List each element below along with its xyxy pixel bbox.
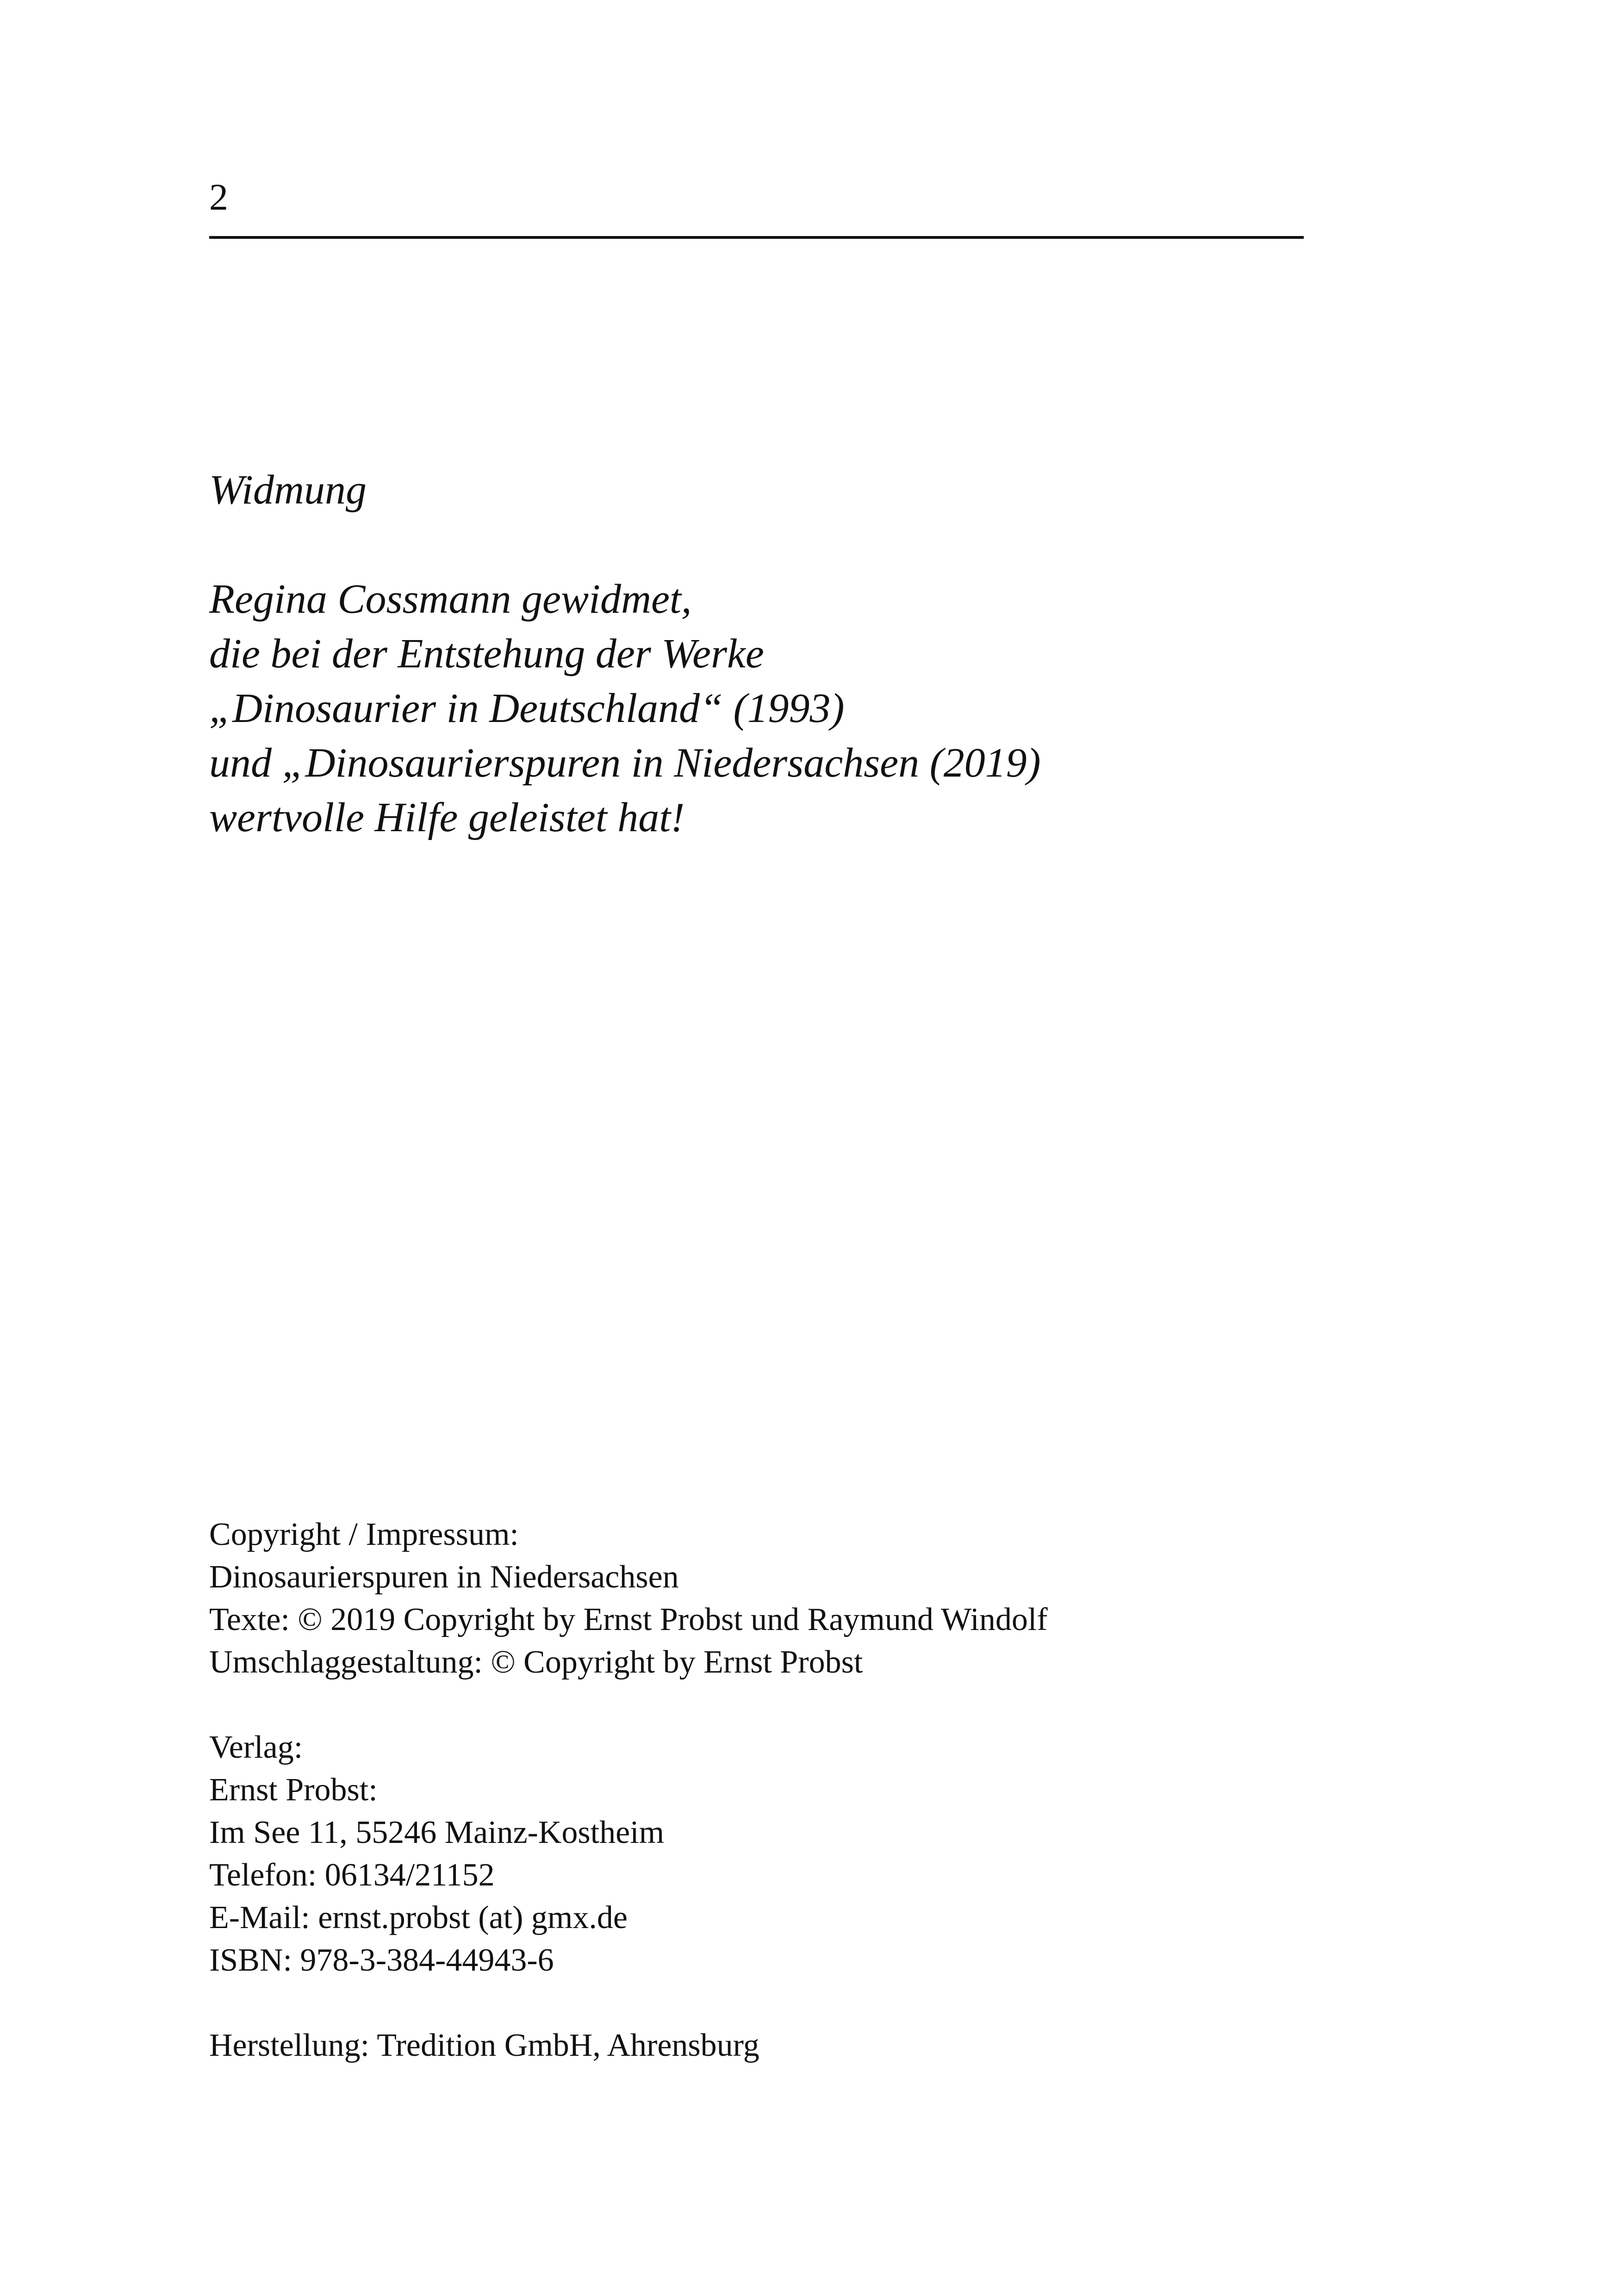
publisher-block bbox=[209, 1726, 1320, 1982]
page-number: 2 bbox=[209, 176, 228, 218]
publisher-phone: Telefon: 06134/21152 bbox=[209, 1857, 495, 1893]
header-rule bbox=[209, 236, 1304, 239]
publisher-heading: Verlag: bbox=[209, 1730, 303, 1765]
copyright-heading: Copyright / Impressum: bbox=[209, 1517, 519, 1552]
cover-copyright: Umschlaggestaltung: © Copyright by Ernst Probst bbox=[209, 1644, 863, 1680]
publisher-address: Im See 11, 55246 Mainz-Kostheim bbox=[209, 1815, 665, 1850]
dedication-line: Regina Cossmann gewidmet, bbox=[209, 576, 692, 622]
dedication-line: „Dinosaurier in Deutschland“ (1993) bbox=[209, 685, 845, 731]
production-credit: Herstellung: Tredition GmbH, Ahrensburg bbox=[209, 2028, 759, 2063]
copyright-block bbox=[209, 1513, 1320, 1684]
production-block bbox=[209, 2024, 1320, 2067]
publisher-email: E-Mail: ernst.probst (at) gmx.de bbox=[209, 1900, 628, 1935]
dedication-line: und „Dinosaurierspuren in Niedersachsen (2019) bbox=[209, 740, 1041, 786]
dedication-line: wertvolle Hilfe geleistet hat! bbox=[209, 795, 685, 840]
dedication-heading: Widmung bbox=[209, 467, 367, 513]
isbn: ISBN: 978-3-384-44943-6 bbox=[209, 1942, 554, 1978]
imprint-section bbox=[209, 1513, 1320, 2109]
dedication-line: die bei der Entstehung der Werke bbox=[209, 631, 764, 677]
publisher-name: Ernst Probst: bbox=[209, 1772, 378, 1808]
dedication-section bbox=[209, 463, 1320, 845]
book-title: Dinosaurierspuren in Niedersachsen bbox=[209, 1559, 679, 1595]
text-copyright: Texte: © 2019 Copyright by Ernst Probst und Raymund Windolf bbox=[209, 1602, 1048, 1637]
